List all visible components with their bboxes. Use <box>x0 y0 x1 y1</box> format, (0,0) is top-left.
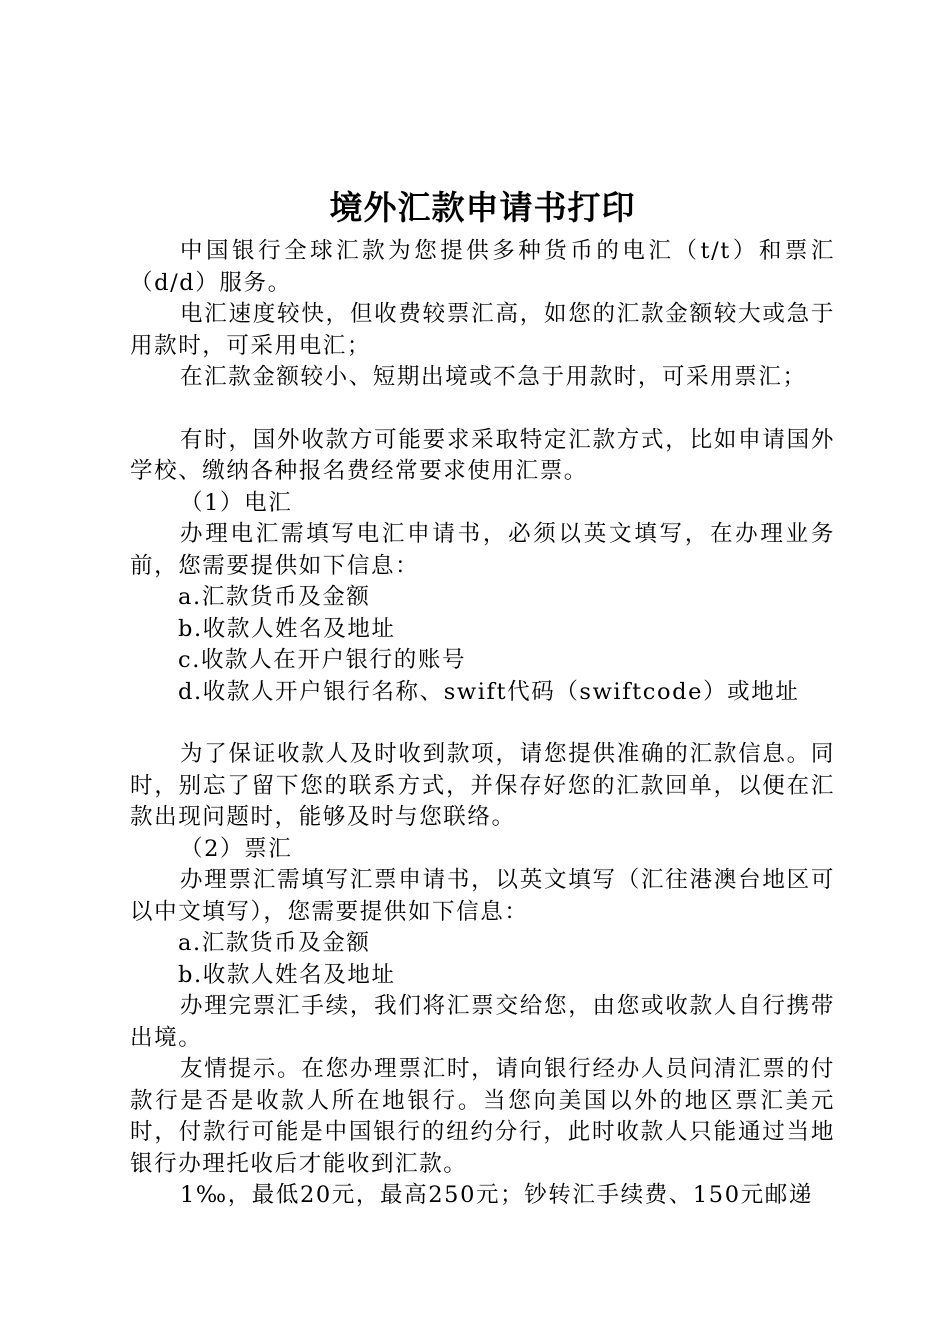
blank-line <box>130 708 835 739</box>
section-heading-draft: （2）票汇 <box>180 835 293 862</box>
list-item-draft-b: b.收款人姓名及地址 <box>178 961 396 988</box>
document-title: 境外汇款申请书打印 <box>329 188 636 227</box>
paragraph-draft-handover: 办理完票汇手续，我们将汇票交给您，由您或收款人自行携带出境。 <box>130 993 835 1051</box>
paragraph-draft-application: 办理票汇需填写汇票申请书，以英文填写（汇往港澳台地区可以中文填写），您需要提供如下信息： <box>130 867 835 925</box>
paragraph-wire-application: 办理电汇需填写电汇申请书，必须以英文填写，在办理业务前，您需要提供如下信息： <box>130 521 835 579</box>
blank-line <box>130 394 835 425</box>
paragraph-special-requirement: 有时，国外收款方可能要求采取特定汇款方式，比如申请国外学校、缴纳各种报名费经常要求使用汇票。 <box>130 426 835 484</box>
list-item-draft-a: a.汇款货币及金额 <box>178 930 371 956</box>
section-heading-wire: （1）电汇 <box>180 489 293 516</box>
paragraph-friendly-reminder: 友情提示。在您办理票汇时，请向银行经办人员问清汇票的付款行是否是收款人所在地银行。当您向美国以外的地区票汇美元时，付款行可能是中国银行的纽约分行，此时收款人只能通过当地银行办理托收后才能收到汇款。 <box>130 1056 835 1177</box>
list-item-wire-a: a.汇款货币及金额 <box>178 584 371 610</box>
paragraph-accuracy-notice: 为了保证收款人及时收到款项，请您提供准确的汇款信息。同时，别忘了留下您的联系方式，并保存好您的汇款回单，以便在汇款出现问题时，能够及时与您联络。 <box>130 741 835 830</box>
document-page <box>130 180 835 1212</box>
paragraph-wire-speed: 电汇速度较快，但收费较票汇高，如您的汇款金额较大或急于用款时，可采用电汇； <box>130 301 835 359</box>
list-item-wire-b: b.收款人姓名及地址 <box>178 615 396 642</box>
paragraph-intro: 中国银行全球汇款为您提供多种货币的电汇（t/t）和票汇（d/d）服务。 <box>130 238 835 296</box>
list-item-wire-d: d.收款人开户银行名称、swift代码（swiftcode）或地址 <box>178 678 800 705</box>
paragraph-fee-info: 1‰，最低20元，最高250元；钞转汇手续费、150元邮递 <box>180 1182 813 1208</box>
list-item-wire-c: c.收款人在开户银行的账号 <box>178 647 467 673</box>
paragraph-draft-usage: 在汇款金额较小、短期出境或不急于用款时，可采用票汇； <box>180 364 807 390</box>
